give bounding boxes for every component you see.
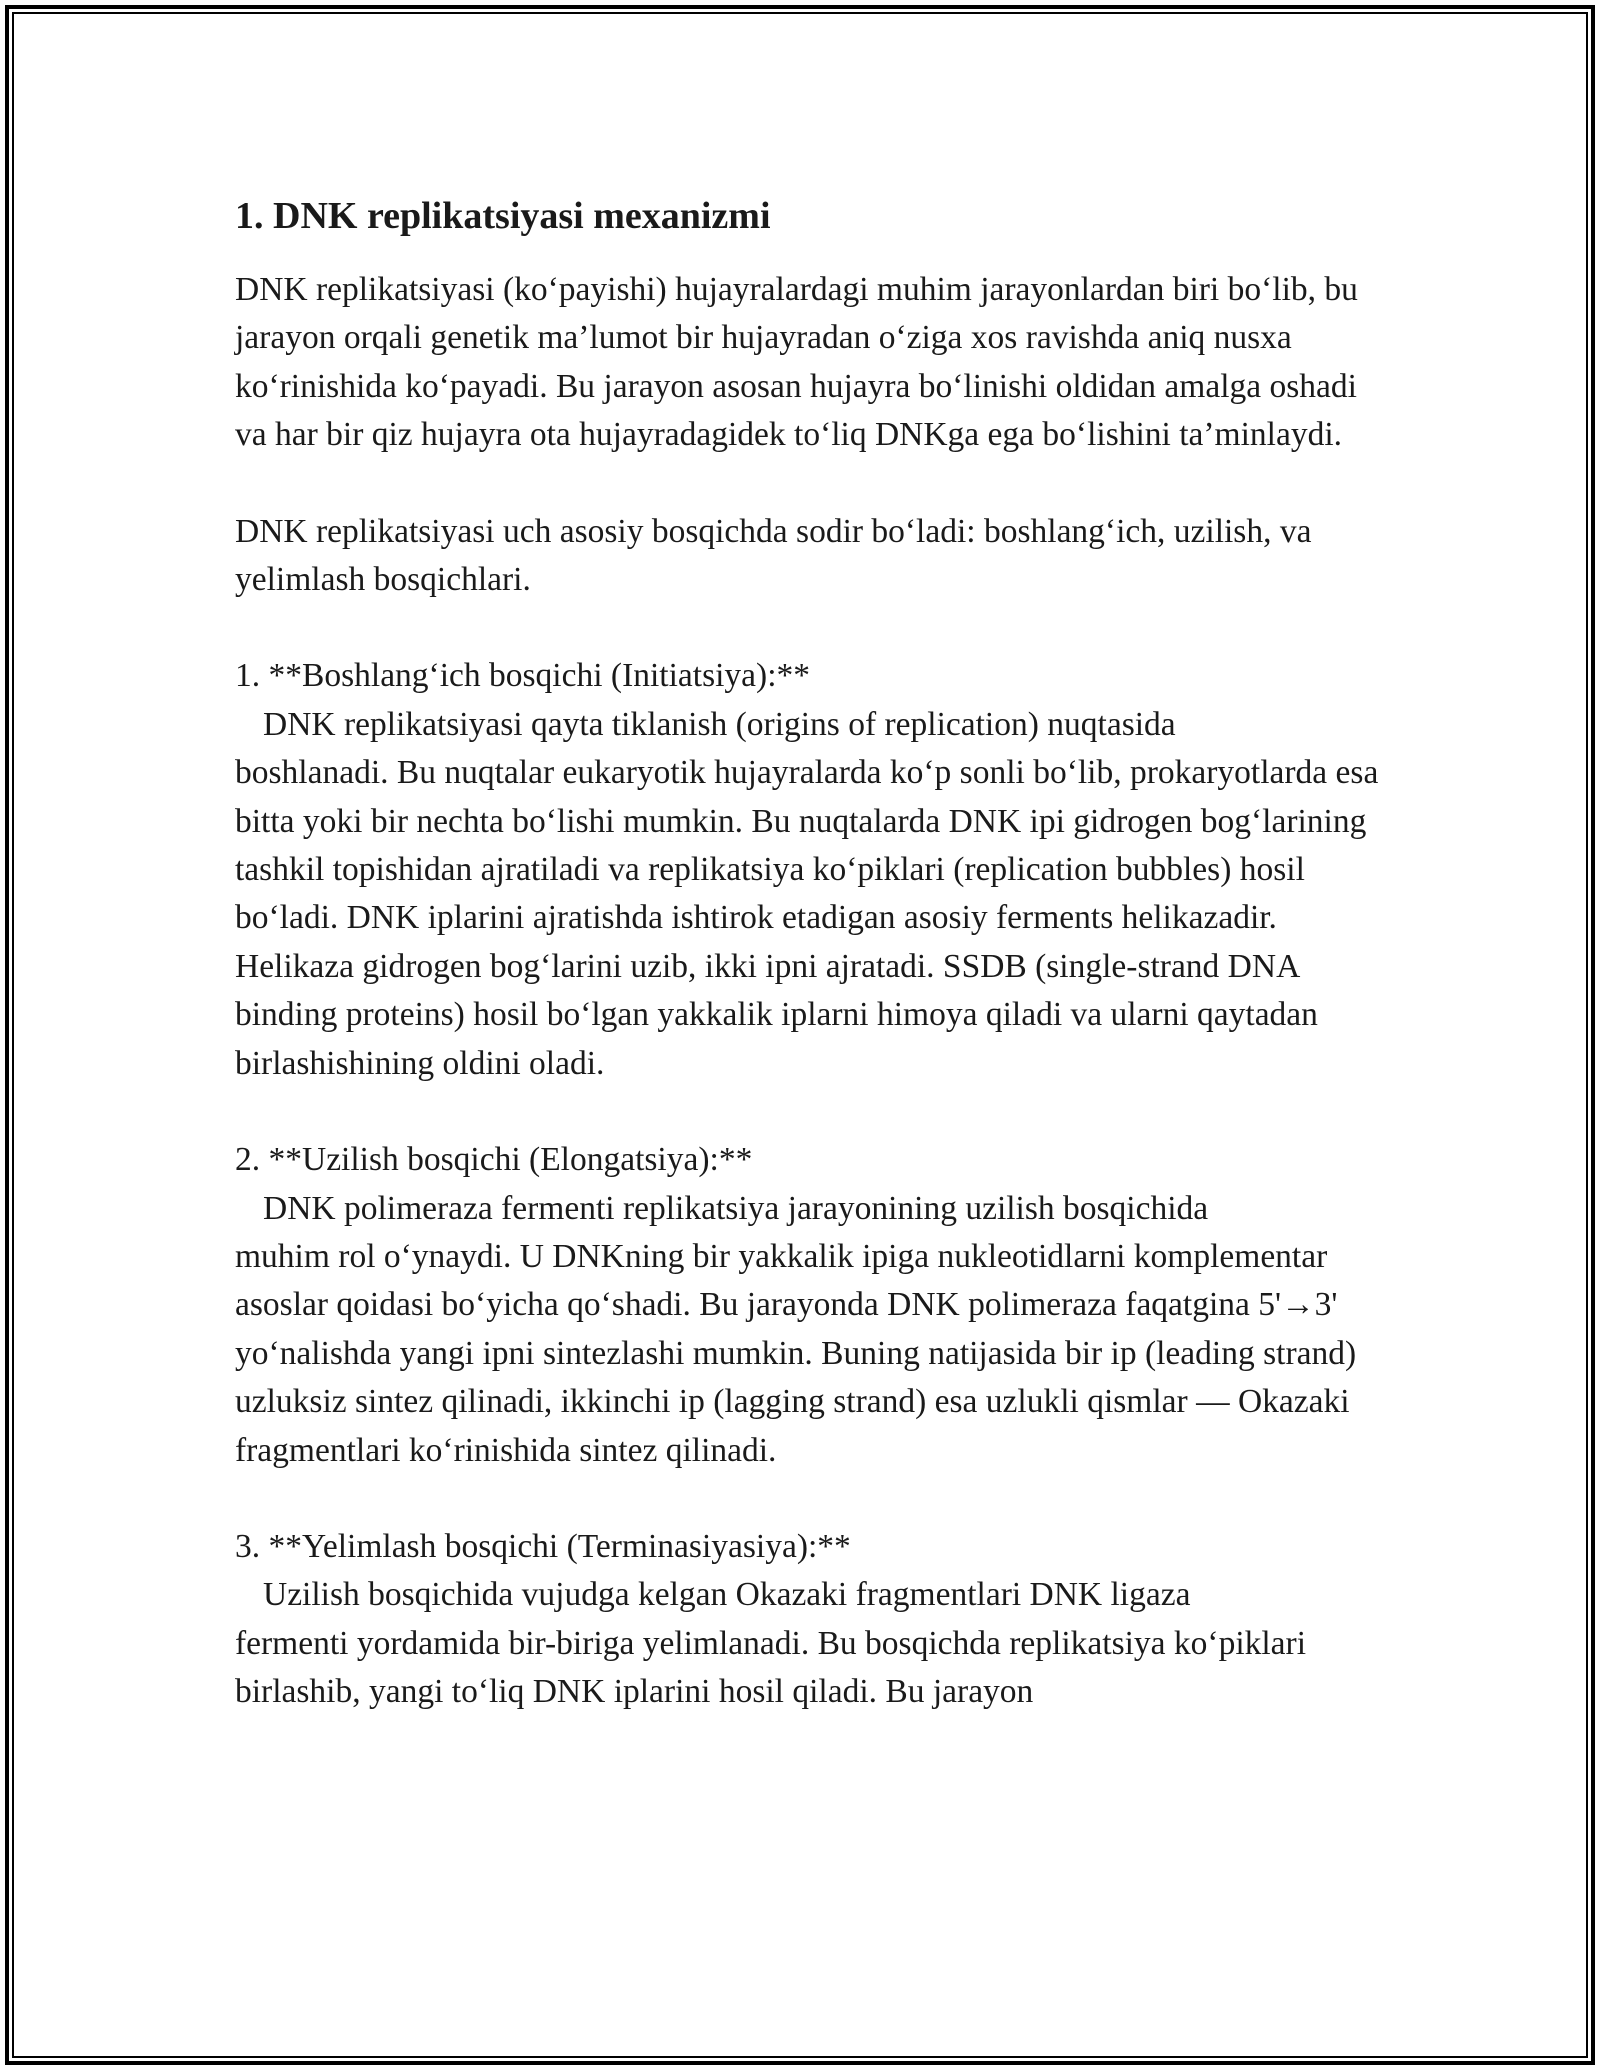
stage-first-line: DNK polimeraza fermenti replikatsiya jarayonining uzilish bosqichida: [263, 1189, 1209, 1227]
stage-body: boshlanadi. Bu nuqtalar eukaryotik hujayralarda ko‘p sonli bo‘lib, prokaryotlarda esa bitta yoki bir nechta bo‘lishi mumkin. Bu nuqtalarda DNK ipi gidrogen bog‘larining tashkil topishidan ajratiladi va replikatsiya ko‘piklari (replication bubbles) hosil bo‘ladi. DNK iplarini ajratishda ishtirok etadigan asosiy ferments helikazadir. Helikaza gidrogen bog‘larini uzib, ikki ipni ajratadi. SSDB (single-strand DNA binding proteins) hosil bo‘lgan yakkalik iplarni himoya qiladi va ularni qaytadan birlashishining oldini oladi.: [235, 754, 1379, 1082]
document-body: [235, 188, 1385, 1717]
stage-first-line: Uzilish bosqichida vujudga kelgan Okazaki fragmentlari DNK ligaza: [263, 1576, 1191, 1614]
document-title: 1. DNK replikatsiyasi mexanizmi: [235, 195, 771, 237]
stage-body: muhim rol o‘ynaydi. U DNKning bir yakkalik ipiga nukleotidlarni komplementar asoslar qoidasi bo‘yicha qo‘shadi. Bu jarayonda DNK polimeraza faqatgina 5'→3' yo‘nalishda yangi ipni sintezlashi mumkin. Buning natijasida bir ip (leading strand) uzluksiz sintez qilinadi, ikkinchi ip (lagging strand) esa uzlukli qismlar — Okazaki fragmentlari ko‘rinishida sintez qilinadi.: [235, 1237, 1357, 1469]
stage-elongation: [235, 1136, 1385, 1475]
stage-body: fermenti yordamida bir-biriga yelimlanadi. Bu bosqichda replikatsiya ko‘piklari birlashib, yangi to‘liq DNK iplarini hosil qiladi. Bu jarayon: [235, 1624, 1307, 1711]
intro-paragraph: DNK replikatsiyasi (ko‘payishi) hujayralardagi muhim jarayonlardan biri bo‘lib, bu jarayon orqali genetik ma’lumot bir hujayradan o‘ziga xos ravishda aniq nusxa ko‘rinishida ko‘payadi. Bu jarayon asosan hujayra bo‘linishi oldidan amalga oshadi va har bir qiz hujayra ota hujayradagidek to‘liq DNKga ega bo‘lishini ta’minlaydi.: [235, 271, 1358, 454]
summary-paragraph: DNK replikatsiyasi uch asosiy bosqichda sodir bo‘ladi: boshlang‘ich, uzilish, va yelimlash bosqichlari.: [235, 512, 1312, 599]
paragraph-gap: [235, 1475, 1385, 1523]
paragraph-gap: [235, 460, 1385, 508]
stage-initiation: [235, 652, 1385, 1088]
stage-heading: 1. **Boshlang‘ich bosqichi (Initiatsiya):**: [235, 657, 810, 695]
paragraph-gap: [235, 604, 1385, 652]
stage-termination: [235, 1523, 1385, 1717]
stage-first-line: DNK replikatsiyasi qayta tiklanish (origins of replication) nuqtasida: [263, 705, 1176, 743]
paragraph-gap: [235, 1088, 1385, 1136]
stage-heading: 2. **Uzilish bosqichi (Elongatsiya):**: [235, 1141, 753, 1179]
stage-heading: 3. **Yelimlash bosqichi (Terminasiyasiya):**: [235, 1527, 851, 1565]
